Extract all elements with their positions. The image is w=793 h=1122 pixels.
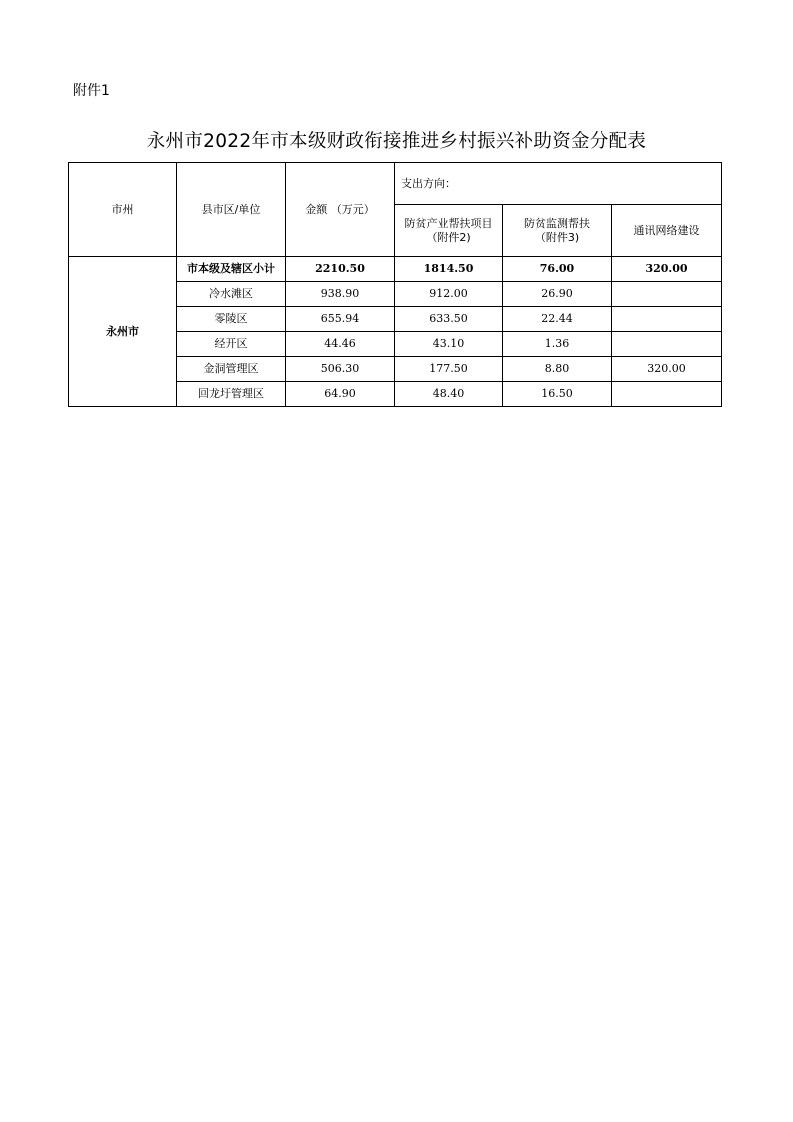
row-monitor: 1.36	[503, 332, 612, 357]
header-monitor-line1: 防贫监测帮扶	[524, 216, 590, 230]
header-row-1	[69, 163, 722, 205]
row-industry: 1814.50	[395, 257, 503, 282]
row-monitor: 76.00	[503, 257, 612, 282]
header-unit: 县市区/单位	[177, 163, 286, 257]
row-industry: 177.50	[395, 357, 503, 382]
row-monitor: 26.90	[503, 282, 612, 307]
row-unit: 金洞管理区	[177, 357, 286, 382]
table-row-subtotal	[69, 257, 722, 282]
header-industry-project	[395, 205, 503, 257]
header-industry-line2: （附件2)	[426, 230, 471, 244]
row-unit: 零陵区	[177, 307, 286, 332]
row-unit: 冷水滩区	[177, 282, 286, 307]
row-amount: 655.94	[286, 307, 395, 332]
header-industry-line1: 防贫产业帮扶项目	[404, 216, 493, 230]
row-monitor: 8.80	[503, 357, 612, 382]
row-network	[612, 332, 722, 357]
header-monitoring-support	[503, 205, 612, 257]
header-amount: 金额 （万元）	[286, 163, 395, 257]
row-amount: 2210.50	[286, 257, 395, 282]
header-network: 通讯网络建设	[612, 205, 722, 257]
row-amount: 44.46	[286, 332, 395, 357]
row-network: 320.00	[612, 357, 722, 382]
header-city: 市州	[69, 163, 177, 257]
row-monitor: 22.44	[503, 307, 612, 332]
city-cell: 永州市	[69, 257, 177, 407]
row-amount: 64.90	[286, 382, 395, 407]
allocation-table	[68, 162, 722, 407]
row-unit: 经开区	[177, 332, 286, 357]
row-network	[612, 382, 722, 407]
row-industry: 48.40	[395, 382, 503, 407]
row-industry: 633.50	[395, 307, 503, 332]
row-unit: 回龙圩管理区	[177, 382, 286, 407]
row-network	[612, 282, 722, 307]
attachment-label: 附件1	[73, 83, 110, 99]
row-industry: 912.00	[395, 282, 503, 307]
row-network: 320.00	[612, 257, 722, 282]
document-title: 永州市2022年市本级财政衔接推进乡村振兴补助资金分配表	[146, 131, 647, 152]
header-monitor-line2: （附件3)	[534, 230, 580, 244]
row-network	[612, 307, 722, 332]
row-amount: 506.30	[286, 357, 395, 382]
row-monitor: 16.50	[503, 382, 612, 407]
row-unit: 市本级及辖区小计	[177, 257, 286, 282]
row-industry: 43.10	[395, 332, 503, 357]
header-expense-direction: 支出方向：	[395, 163, 722, 205]
row-amount: 938.90	[286, 282, 395, 307]
